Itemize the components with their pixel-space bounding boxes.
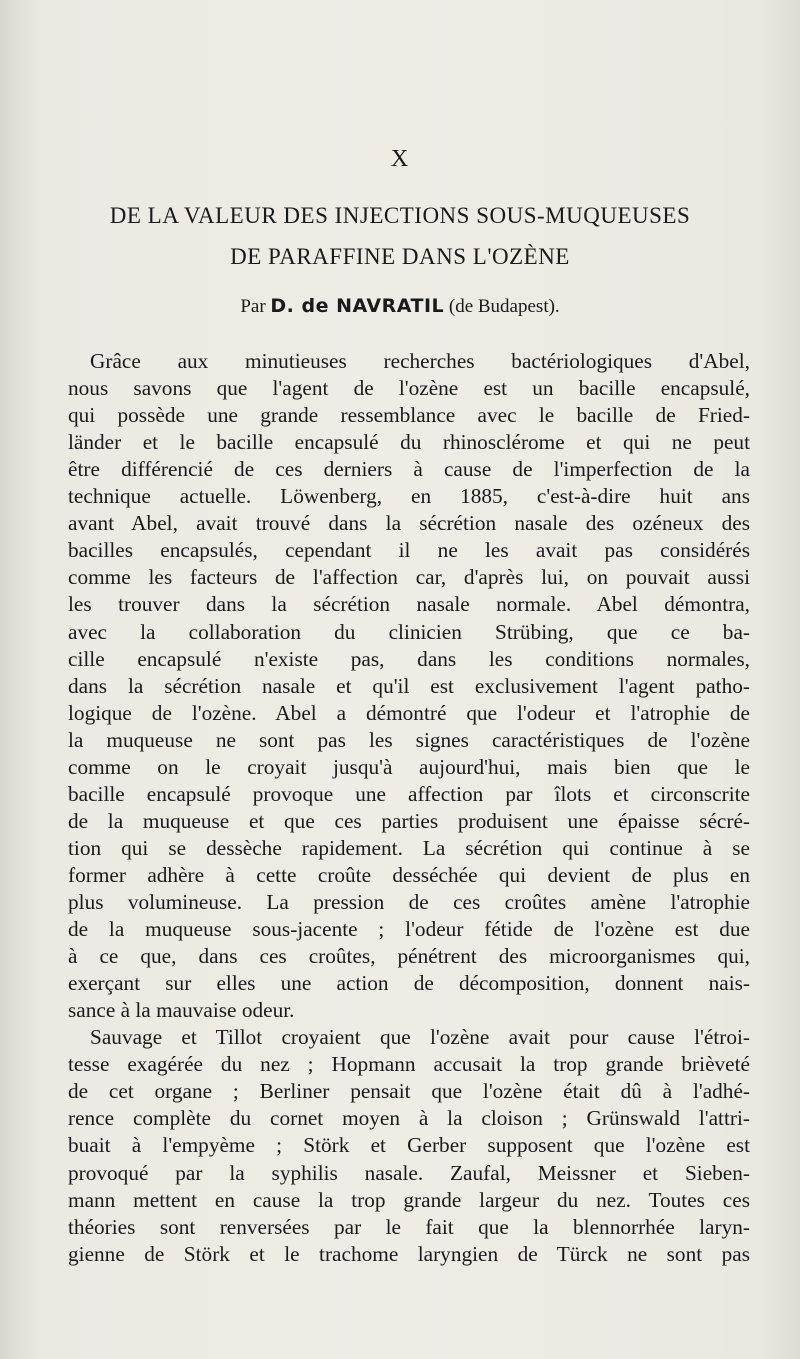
text-line: avec la collaboration du clinicien Strübing, que ce ba- <box>68 619 750 644</box>
text-line: les trouver dans la sécrétion nasale normale. Abel démontra, <box>68 592 750 617</box>
text-line: rence complète du cornet moyen à la cloison ; Grünswald l'attri- <box>68 1106 750 1131</box>
text-line: sance à la mauvaise odeur. <box>68 998 295 1023</box>
text-line: exerçant sur elles une action de décomposition, donnent nais- <box>68 971 750 996</box>
text-line: technique actuelle. Löwenberg, en 1885, c'est-à-dire huit ans <box>68 484 750 509</box>
text-line: Grâce aux minutieuses recherches bactériologiques d'Abel, <box>90 349 750 373</box>
text-line: provoqué par la syphilis nasale. Zaufal, Meissner et Sieben- <box>68 1160 750 1185</box>
text-line: de cet organe ; Berliner pensait que l'ozène était dû à l'adhé- <box>68 1079 750 1104</box>
byline-location: (de Budapest). <box>448 296 560 317</box>
text-line: avant Abel, avait trouvé dans la sécrétion nasale des ozéneux des <box>68 511 750 536</box>
text-line: mann mettent en cause la trop grande largeur du nez. Toutes ces <box>68 1187 750 1212</box>
text-line: comme les facteurs de l'affection car, d'après lui, on pouvait aussi <box>68 565 750 590</box>
text-line: nous savons que l'agent de l'ozène est un bacille encapsulé, <box>68 376 750 401</box>
chapter-title-line-1: DE LA VALEUR DES INJECTIONS SOUS-MUQUEUSES <box>109 203 691 228</box>
text-line: cille encapsulé n'existe pas, dans les conditions normales, <box>68 646 750 671</box>
text-line: comme on le croyait jusqu'à aujourd'hui, mais bien que le <box>68 754 750 779</box>
text-line: théories sont renversées par le fait que la blennorrhée laryn- <box>68 1214 750 1239</box>
chapter-number: X <box>390 146 410 172</box>
text-line: dans la sécrétion nasale et qu'il est exclusivement l'agent patho- <box>68 673 750 698</box>
text-line: Sauvage et Tillot croyaient que l'ozène avait pour cause l'étroi- <box>90 1025 750 1050</box>
text-line: de la muqueuse et que ces parties produisent une épaisse sécré- <box>68 808 750 833</box>
byline <box>0 295 800 318</box>
text-line: être différencié de ces derniers à cause de l'imperfection de la <box>68 457 750 482</box>
text-line: former adhère à cette croûte desséchée qui devient de plus en <box>68 862 750 887</box>
byline-author: D. de NAVRATIL <box>270 295 445 317</box>
text-line: gienne de Störk et le trachome laryngien de Türck ne sont pas <box>68 1241 750 1266</box>
byline-prefix: Par <box>240 296 266 317</box>
chapter-title-line-2: DE PARAFFINE DANS L'OZÈNE <box>230 244 570 269</box>
text-line: qui possède une grande ressemblance avec le bacille de Fried- <box>68 403 750 428</box>
text-line: länder et le bacille encapsulé du rhinosclérome et qui ne peut <box>68 430 750 455</box>
text-line: bacilles encapsulés, cependant il ne les avait pas considérés <box>68 538 750 563</box>
text-line: buait à l'empyème ; Störk et Gerber supposent que l'ozène est <box>68 1133 750 1158</box>
text-line: plus volumineuse. La pression de ces croûtes amène l'atrophie <box>68 890 750 914</box>
text-line: bacille encapsulé provoque une affection par îlots et circonscrite <box>68 781 750 806</box>
text-line: la muqueuse ne sont pas les signes caractéristiques de l'ozène <box>68 727 750 752</box>
text-line: à ce que, dans ces croûtes, pénétrent des microorganismes qui, <box>68 944 750 969</box>
text-line: logique de l'ozène. Abel a démontré que l'odeur et l'atrophie de <box>68 700 750 725</box>
text-line: tion qui se dessèche rapidement. La sécrétion qui continue à se <box>68 835 750 860</box>
text-line: de la muqueuse sous-jacente ; l'odeur fétide de l'ozène est due <box>68 917 750 942</box>
text-line: tesse exagérée du nez ; Hopmann accusait la trop grande brièveté <box>68 1052 750 1077</box>
